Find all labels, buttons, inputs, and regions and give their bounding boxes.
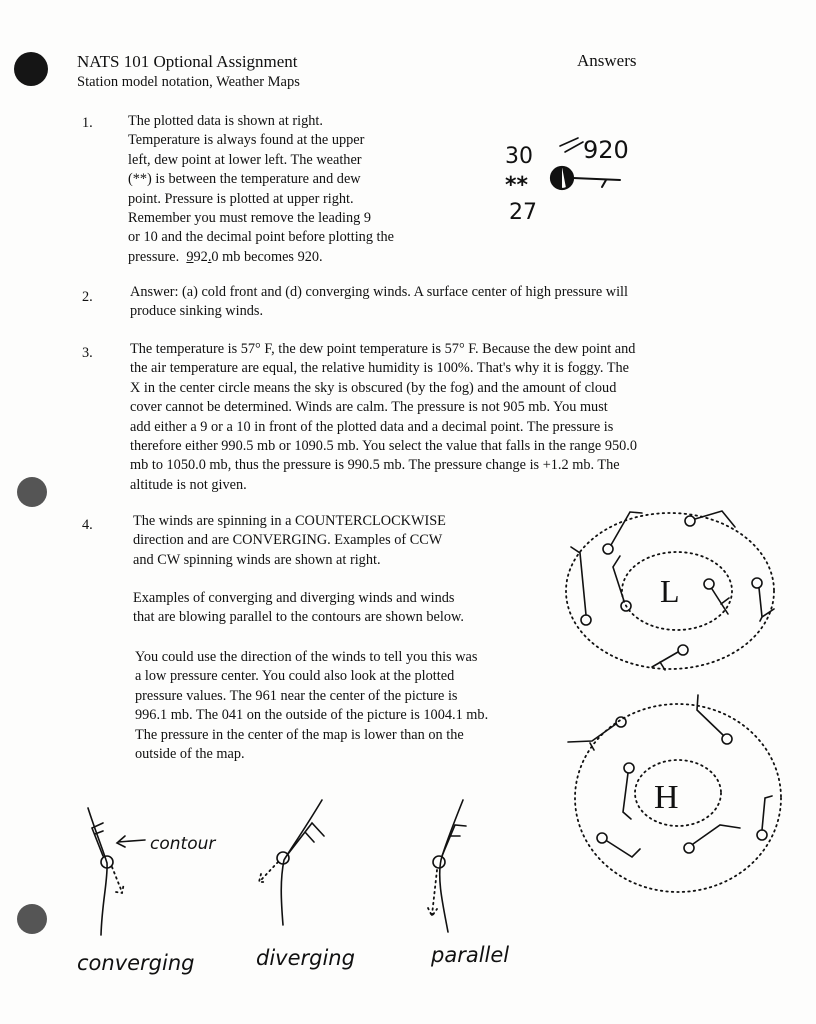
- q3-line: add either a 9 or a 10 in front of the plotted data and a decimal point. The pressure is: [130, 418, 614, 435]
- converging-sketch: [77, 808, 216, 975]
- q3-line: mb to 1050.0 mb, thus the pressure is 990.5 mb. The pressure change is +1.2 mb. The: [130, 457, 620, 474]
- q4-line: Examples of converging and diverging winds and winds: [133, 590, 455, 606]
- q1-last-mid: 92: [193, 248, 208, 265]
- q3-line: altitude is not given.: [130, 476, 247, 493]
- q1-struck-decimal: .: [207, 248, 212, 265]
- q4-para3: [135, 648, 488, 764]
- q4-para1: [133, 512, 446, 570]
- q3-line: cover cannot be determined. Winds are calm. The pressure is not 905 mb. You must: [130, 399, 608, 416]
- contour-line: [440, 800, 463, 932]
- high-pressure-diagram: [568, 695, 781, 892]
- q4-line: pressure values. The 961 near the center of the picture is: [135, 687, 458, 704]
- q3-line: The temperature is 57° F, the dew point temperature is 57° F. Because the dew point and: [130, 341, 636, 357]
- q3-number: 3.: [82, 345, 93, 361]
- station-weather: **: [505, 173, 529, 198]
- parallel-label: parallel: [431, 943, 510, 967]
- q4-line: and CW spinning winds are shown at right.: [133, 551, 381, 568]
- station-circle-fill: [551, 167, 562, 189]
- contour-line: [88, 808, 107, 935]
- q4-line: that are blowing parallel to the contours are shown below.: [133, 609, 464, 626]
- parallel-sketch: [428, 800, 509, 967]
- q3-line: the air temperature are equal, the relative humidity is 100%. That's why it is foggy. The: [130, 360, 629, 377]
- wind-barb-icon: [442, 825, 466, 856]
- low-pressure-diagram: [566, 511, 774, 670]
- wind-arrow-icon: [259, 862, 278, 882]
- q4-line: The winds are spinning in a COUNTERCLOCKWISE: [133, 513, 446, 529]
- page-subtitle: Station model notation, Weather Maps: [77, 74, 300, 90]
- q2-number: 2.: [82, 289, 93, 305]
- pressure-tendency-icon: [560, 138, 583, 152]
- diverging-label: diverging: [256, 946, 355, 970]
- wind-arrow-icon: [428, 870, 437, 916]
- wind-barb-icon: [92, 823, 103, 856]
- station-temperature: 30: [505, 144, 533, 169]
- q2-text: [130, 283, 628, 322]
- answers-label: Answers: [577, 51, 637, 70]
- q1-line: left, dew point at lower left. The weather: [128, 151, 362, 168]
- q1-line: The plotted data is shown at right.: [128, 113, 323, 129]
- q1-struck-digit: 9: [186, 248, 194, 265]
- binder-hole-bottom: [17, 904, 47, 934]
- q1-line: point. Pressure is plotted at upper right.: [128, 190, 354, 207]
- low-inner-contour: [622, 552, 732, 630]
- q1-line: Remember you must remove the leading 9: [128, 210, 371, 227]
- q3-line: X in the center circle means the sky is obscured (by the fog) and the amount of cloud: [130, 379, 617, 396]
- q1-text: [128, 112, 394, 267]
- q3-line: therefore either 990.5 mb or 1090.5 mb. You select the value that falls in the range 950.0: [130, 438, 638, 455]
- station-pressure: 920: [583, 136, 629, 164]
- high-wind-barbs: [568, 695, 772, 857]
- q2-line: produce sinking winds.: [130, 303, 264, 320]
- q1-line: Temperature is always found at the upper: [128, 132, 365, 149]
- station-circle-icon: [277, 852, 289, 864]
- q2-line: Answer: (a) cold front and (d) converging winds. A surface center of high pressure will: [130, 284, 628, 300]
- diverging-sketch: [256, 800, 355, 970]
- wind-barb-icon: [573, 178, 620, 187]
- q1-last-before: pressure.: [128, 248, 187, 265]
- wind-arrow-icon: [112, 867, 124, 893]
- q1-line: or 10 and the decimal point before plotting the: [128, 229, 395, 246]
- contour-label: contour: [150, 834, 216, 854]
- q1-line-last: [128, 248, 394, 267]
- station-circle-icon: [433, 856, 445, 868]
- high-center-label: H: [654, 779, 679, 816]
- converging-label: converging: [77, 951, 195, 975]
- q4-line: direction and are CONVERGING. Examples of CCW: [133, 532, 443, 549]
- low-center-label: L: [660, 573, 680, 609]
- high-outer-contour: [575, 704, 781, 892]
- page-title: NATS 101 Optional Assignment: [77, 52, 298, 71]
- contour-pointer-arrow: [117, 836, 145, 847]
- wind-barb-icon: [288, 823, 324, 854]
- q3-text: [130, 340, 637, 495]
- binder-hole-middle: [17, 477, 47, 507]
- station-circle-fill-right: [562, 167, 572, 188]
- q4-line: The pressure in the center of the map is lower than on the: [135, 726, 464, 743]
- low-wind-barbs: [571, 511, 774, 670]
- high-inner-contour: [635, 760, 721, 826]
- station-circle-icon: [101, 856, 113, 868]
- binder-hole-top: [14, 52, 48, 86]
- q1-last-after: 0 mb becomes 920.: [211, 248, 323, 265]
- q1-number: 1.: [82, 115, 93, 131]
- station-circle-icon: [551, 167, 573, 189]
- station-dew-point: 27: [509, 200, 537, 225]
- q4-line: a low pressure center. You could also look at the plotted: [135, 668, 455, 685]
- low-outer-contour: [566, 513, 774, 669]
- q1-line: (**) is between the temperature and dew: [128, 171, 361, 188]
- q4-line: 996.1 mb. The 041 on the outside of the picture is 1004.1 mb.: [135, 707, 489, 724]
- q4-line: outside of the map.: [135, 746, 245, 763]
- q4-number: 4.: [82, 517, 93, 533]
- q4-para2: [133, 589, 464, 628]
- q4-line: You could use the direction of the winds to tell you this was: [135, 649, 478, 665]
- contour-line: [281, 800, 322, 925]
